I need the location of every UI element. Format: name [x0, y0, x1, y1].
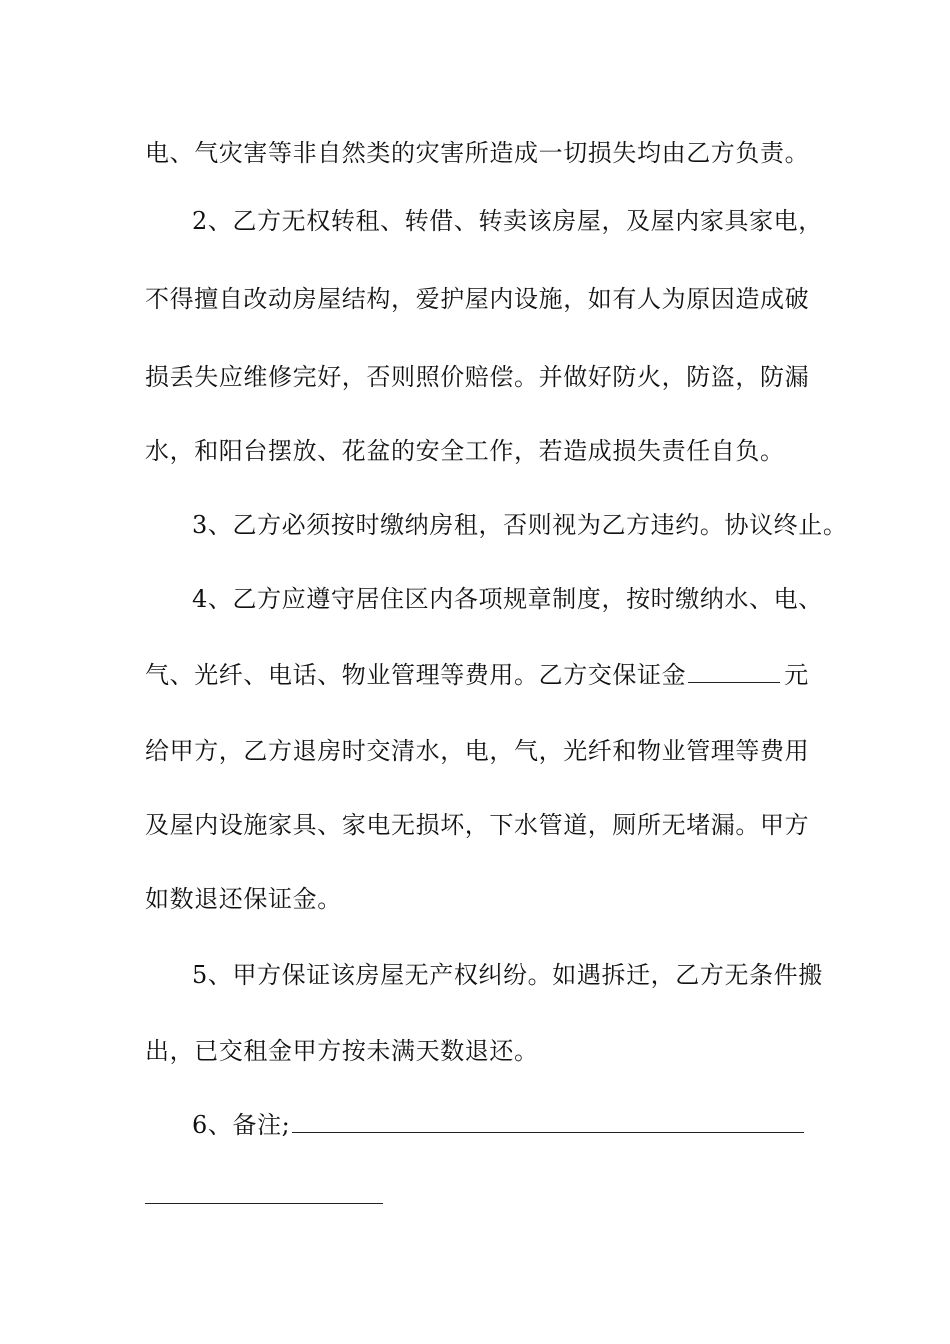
text-line: 电、气灾害等非自然类的灾害所造成一切损失均由乙方负责。: [145, 139, 810, 167]
clause-4-line-1: 4、乙方应遵守居住区内各项规章制度，按时缴纳水、电、: [192, 585, 823, 613]
clause-6-line-1: [192, 1110, 804, 1140]
clause-4-line-2-text: 气、光纤、电话、物业管理等费用。乙方交保证金: [145, 661, 687, 689]
clause-4-line-4: 及屋内设施家具、家电无损坏，下水管道，厕所无堵漏。甲方: [145, 811, 810, 839]
remark-blank: [292, 1110, 804, 1133]
deposit-amount-blank: [688, 660, 780, 683]
clause-2-line-1: 2、乙方无权转租、转借、转卖该房屋，及屋内家具家电，: [192, 207, 823, 235]
clause-2-line-2: 不得擅自改动房屋结构，爱护屋内设施，如有人为原因造成破: [145, 285, 810, 313]
clause-4-line-5: 如数退还保证金。: [145, 885, 342, 913]
currency-unit: 元: [784, 661, 809, 689]
clause-2-line-3: 损丢失应维修完好，否则照价赔偿。并做好防火，防盗，防漏: [145, 363, 810, 391]
clause-4-line-2: [145, 660, 809, 690]
clause-3-line-1: 3、乙方必须按时缴纳房租，否则视为乙方违约。协议终止。: [192, 511, 848, 539]
clause-4-line-3: 给甲方，乙方退房时交清水，电，气，光纤和物业管理等费用: [145, 737, 810, 765]
clause-2-line-4: 水，和阳台摆放、花盆的安全工作，若造成损失责任自负。: [145, 437, 785, 465]
remark-label: 6、备注;: [192, 1111, 291, 1139]
clause-5-line-1: 5、甲方保证该房屋无产权纠纷。如遇拆迁，乙方无条件搬: [192, 961, 823, 989]
remark-blank-continuation: [145, 1203, 383, 1204]
clause-5-line-2: 出，已交租金甲方按未满天数退还。: [145, 1037, 539, 1065]
